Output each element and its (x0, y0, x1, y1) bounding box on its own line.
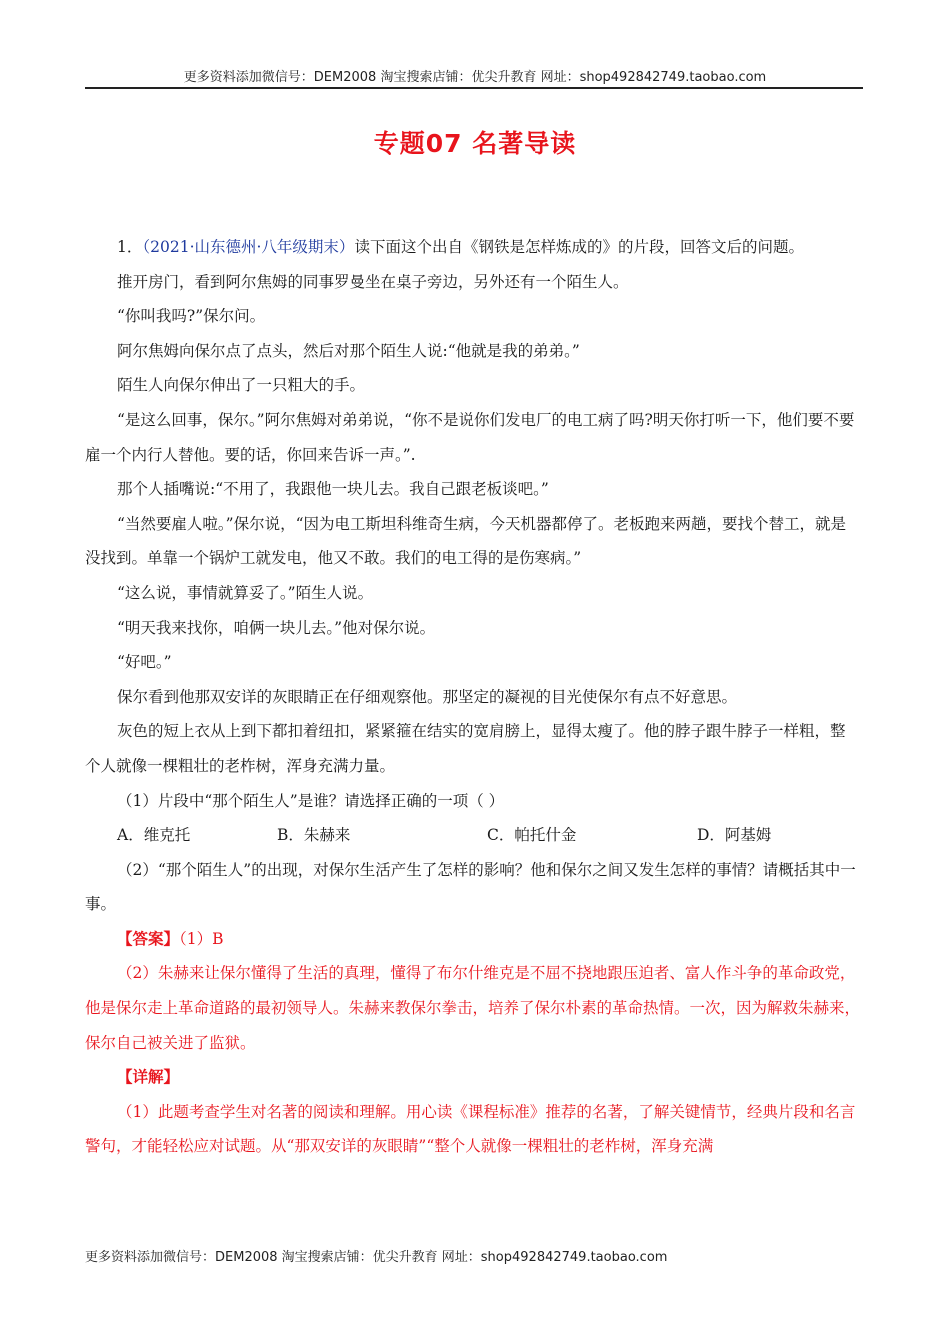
explanation-line (85, 1060, 860, 1095)
option-b: B．朱赫来 (277, 826, 351, 845)
document-body (85, 230, 860, 1164)
passage (85, 265, 860, 784)
answer-part-1: （1）B (179, 929, 224, 948)
answer-options (85, 818, 860, 853)
explanation-label: 【详解】 (117, 1067, 180, 1087)
page-header: 更多资料添加微信号：DEM2008 淘宝搜索店铺：优尖升教育 网址：shop492842749.taobao.com (183, 70, 767, 85)
sub-question-2: （2）“那个陌生人”的出现，对保尔生活产生了怎样的影响？他和保尔之间又发生怎样的事情？请概括其中一事。 (85, 860, 856, 914)
option-c: C．帕托什金 (487, 826, 577, 845)
page-title: 专题07 名著导读 (373, 129, 577, 158)
question-prompt: 读下面这个出自《钢铁是怎样炼成的》的片段，回答文后的问题。 (354, 238, 804, 256)
passage-paragraph: “好吧。” (117, 653, 172, 672)
page-footer: 更多资料添加微信号：DEM2008 淘宝搜索店铺：优尖升教育 网址：shop492842749.taobao.com (85, 1250, 668, 1265)
option-d: D．阿基姆 (697, 826, 772, 845)
sub-question-1: （1）片段中“那个陌生人”是谁？请选择正确的一项（ ） (117, 791, 505, 810)
passage-paragraph: 那个人插嘴说:“不用了，我跟他一块儿去。我自己跟老板谈吧。” (117, 480, 549, 499)
question-number: 1． (117, 238, 143, 256)
passage-paragraph: “当然要雇人啦。”保尔说，“因为电工斯坦科维奇生病，今天机器都停了。老板跑来两趟，要找个替工，就是没找到。单靠一个锅炉工就发电，他又不敢。我们的电工得的是伤寒病。” (85, 514, 847, 568)
header-divider (85, 87, 863, 89)
explanation-text: （1）此题考查学生对名著的阅读和理解。用心读《课程标准》推荐的名著，了解关键情节，经典片段和名言警句，才能轻松应对试题。从“那双安详的灰眼睛”“整个人就像一棵粗壮的老柞树，浑身充满 (85, 1102, 856, 1156)
answer-label: 【答案】 (117, 928, 180, 948)
passage-paragraph: “这么说，事情就算妥了。”陌生人说。 (117, 583, 374, 602)
passage-paragraph: “明天我来找你，咱俩一块儿去。”他对保尔说。 (117, 618, 436, 637)
passage-paragraph: 阿尔焦姆向保尔点了点头，然后对那个陌生人说:“他就是我的弟弟。” (117, 341, 580, 360)
option-a: A．维克托 (117, 826, 191, 845)
passage-paragraph: 陌生人向保尔伸出了一只粗大的手。 (117, 376, 366, 395)
question-source: （2021·山东德州·八年级期末） (142, 238, 355, 256)
passage-paragraph: “你叫我吗?”保尔问。 (117, 307, 266, 326)
passage-paragraph: 推开房门，看到阿尔焦姆的同事罗曼坐在桌子旁边，另外还有一个陌生人。 (117, 272, 629, 291)
question-stem (85, 230, 860, 265)
passage-paragraph: “是这么回事，保尔。”阿尔焦姆对弟弟说，“你不是说你们发电厂的电工病了吗?明天你打听一下，他们要不要雇一个内行人替他。要的话，你回来告诉一声。”. (85, 410, 855, 464)
answer-line (85, 922, 860, 957)
passage-paragraph: 保尔看到他那双安详的灰眼睛正在仔细观察他。那坚定的凝视的目光使保尔有点不好意思。 (117, 687, 738, 706)
passage-paragraph: 灰色的短上衣从上到下都扣着纽扣，紧紧箍在结实的宽肩膀上，显得太瘦了。他的脖子跟牛脖子一样粗，整个人就像一棵粗壮的老柞树，浑身充满力量。 (85, 722, 846, 775)
answer-part-2: （2）朱赫来让保尔懂得了生活的真理，懂得了布尔什维克是不屈不挠地跟压迫者、富人作斗争的革命政党，他是保尔走上革命道路的最初领导人。朱赫来教保尔拳击，培养了保尔朴素的革命热情。一次，因为解救朱赫来，保尔自己被关进了监狱。 (85, 964, 861, 1052)
